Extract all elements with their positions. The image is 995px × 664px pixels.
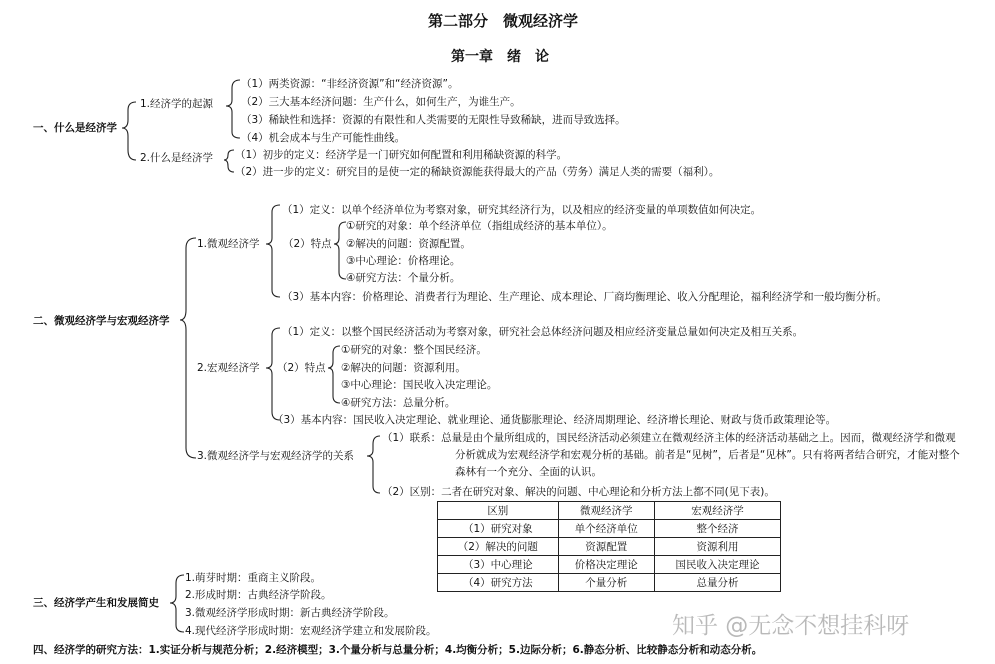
macro-feature: ①研究的对象：整个国民经济。 (341, 344, 487, 356)
micro-feature: ③中心理论：价格理论。 (346, 255, 461, 267)
relation-difference: （2）区别：二者在研究对象、解决的问题、中心理论和分析方法上都不同(见下表)。 (382, 486, 775, 498)
micro-label: 1.微观经济学 (197, 238, 260, 250)
table-cell: 总量分析 (654, 574, 780, 592)
macro-content: （3）基本内容：国民收入决定理论、就业理论、通货膨胀理论、经济周期理论、经济增长理论、财政与货币政策理论等。 (273, 414, 837, 426)
table-cell: 国民收入决定理论 (654, 556, 780, 574)
table-cell: （2）解决的问题 (438, 538, 559, 556)
table-cell: 整个经济 (654, 520, 780, 538)
s1-what-item: （1）初步的定义：经济学是一门研究如何配置和利用稀缺资源的科学。 (235, 149, 568, 161)
table-row (438, 538, 781, 556)
history-item: 2.形成时期：古典经济学阶段。 (185, 589, 332, 601)
macro-feature: ④研究方法：总量分析。 (341, 397, 456, 409)
history-item: 4.现代经济学形成时期：宏观经济学建立和发展阶段。 (185, 625, 437, 637)
table-cell: （1）研究对象 (438, 520, 559, 538)
macro-label: 2.宏观经济学 (197, 362, 260, 374)
history-item: 3.微观经济学形成时期：新古典经济学阶段。 (185, 607, 395, 619)
macro-feature: ③中心理论：国民收入决定理论。 (341, 379, 498, 391)
relation-link-line: 森林有一个充分、全面的认识。 (455, 466, 602, 478)
table-row (438, 556, 781, 574)
section-2-heading: 二、微观经济学与宏观经济学 (33, 315, 170, 327)
table-header: 宏观经济学 (654, 502, 780, 520)
table-cell: 资源利用 (654, 538, 780, 556)
table-cell: 单个经济单位 (558, 520, 654, 538)
macro-definition: （1）定义：以整个国民经济活动为考察对象，研究社会总体经济问题及相应经济变量总量如何决定及相互关系。 (282, 326, 804, 338)
part-title: 第二部分 微观经济学 (428, 12, 579, 30)
macro-feature: ②解决的问题：资源利用。 (341, 362, 466, 374)
s1-what-item: （2）进一步的定义：研究目的是使一定的稀缺资源能获得最大的产品（劳务）满足人类的需要（福利）。 (235, 166, 720, 178)
micro-feature: ②解决的问题：资源配置。 (346, 238, 471, 250)
s1-origin-item: （1）两类资源：“非经济资源”和“经济资源”。 (241, 78, 459, 90)
table-header-row (438, 502, 781, 520)
table-header: 区别 (438, 502, 559, 520)
s1-what-label: 2.什么是经济学 (140, 152, 214, 164)
relation-link-line: 分析就成为宏观经济学和宏观分析的基础。前者是“见树”，后者是“见林”。只有将两者结合研究，才能对整个 (455, 449, 960, 461)
section-3-heading: 三、经济学产生和发展简史 (33, 597, 159, 609)
table-cell: （4）研究方法 (438, 574, 559, 592)
table-cell: 资源配置 (558, 538, 654, 556)
micro-feature: ①研究的对象：单个经济单位（指组成经济的基本单位）。 (346, 220, 613, 232)
table-row (438, 520, 781, 538)
table-row (438, 574, 781, 592)
micro-content: （3）基本内容：价格理论、消费者行为理论、生产理论、成本理论、厂商均衡理论、收入分配理论，福利经济学和一般均衡分析。 (282, 291, 888, 303)
watermark: 知乎 @无念不想挂科呀 (672, 613, 910, 639)
chapter-title: 第一章 绪 论 (451, 49, 549, 65)
s1-origin-item: （2）三大基本经济问题：生产什么，如何生产，为谁生产。 (241, 96, 521, 108)
table-header: 微观经济学 (558, 502, 654, 520)
s1-origin-label: 1.经济学的起源 (140, 98, 214, 110)
table-cell: （3）中心理论 (438, 556, 559, 574)
micro-feature: ④研究方法：个量分析。 (346, 272, 461, 284)
table-cell: 个量分析 (558, 574, 654, 592)
section-1-heading: 一、什么是经济学 (33, 122, 117, 134)
section-4-line: 四、经济学的研究方法：1.实证分析与规范分析；2.经济模型；3.个量分析与总量分析；4.均衡分析；5.边际分析；6.静态分析、比较静态分析和动态分析。 (33, 644, 763, 656)
relation-link-line: （1）联系：总量是由个量所组成的，国民经济活动必须建立在微观经济主体的经济活动基础之上。因而，微观经济学和微观 (382, 432, 956, 444)
comparison-table (437, 501, 781, 592)
s1-origin-item: （4）机会成本与生产可能性曲线。 (241, 132, 406, 144)
history-item: 1.萌芽时期：重商主义阶段。 (185, 572, 322, 584)
macro-feature-label: （2）特点 (277, 362, 326, 374)
relation-label: 3.微观经济学与宏观经济学的关系 (197, 450, 355, 462)
table-cell: 价格决定理论 (558, 556, 654, 574)
micro-feature-label: （2）特点 (283, 238, 332, 250)
micro-definition: （1）定义：以单个经济单位为考察对象，研究其经济行为，以及相应的经济变量的单项数值如何决定。 (282, 204, 762, 216)
s1-origin-item: （3）稀缺性和选择：资源的有限性和人类需要的无限性导致稀缺，进而导致选择。 (241, 114, 626, 126)
